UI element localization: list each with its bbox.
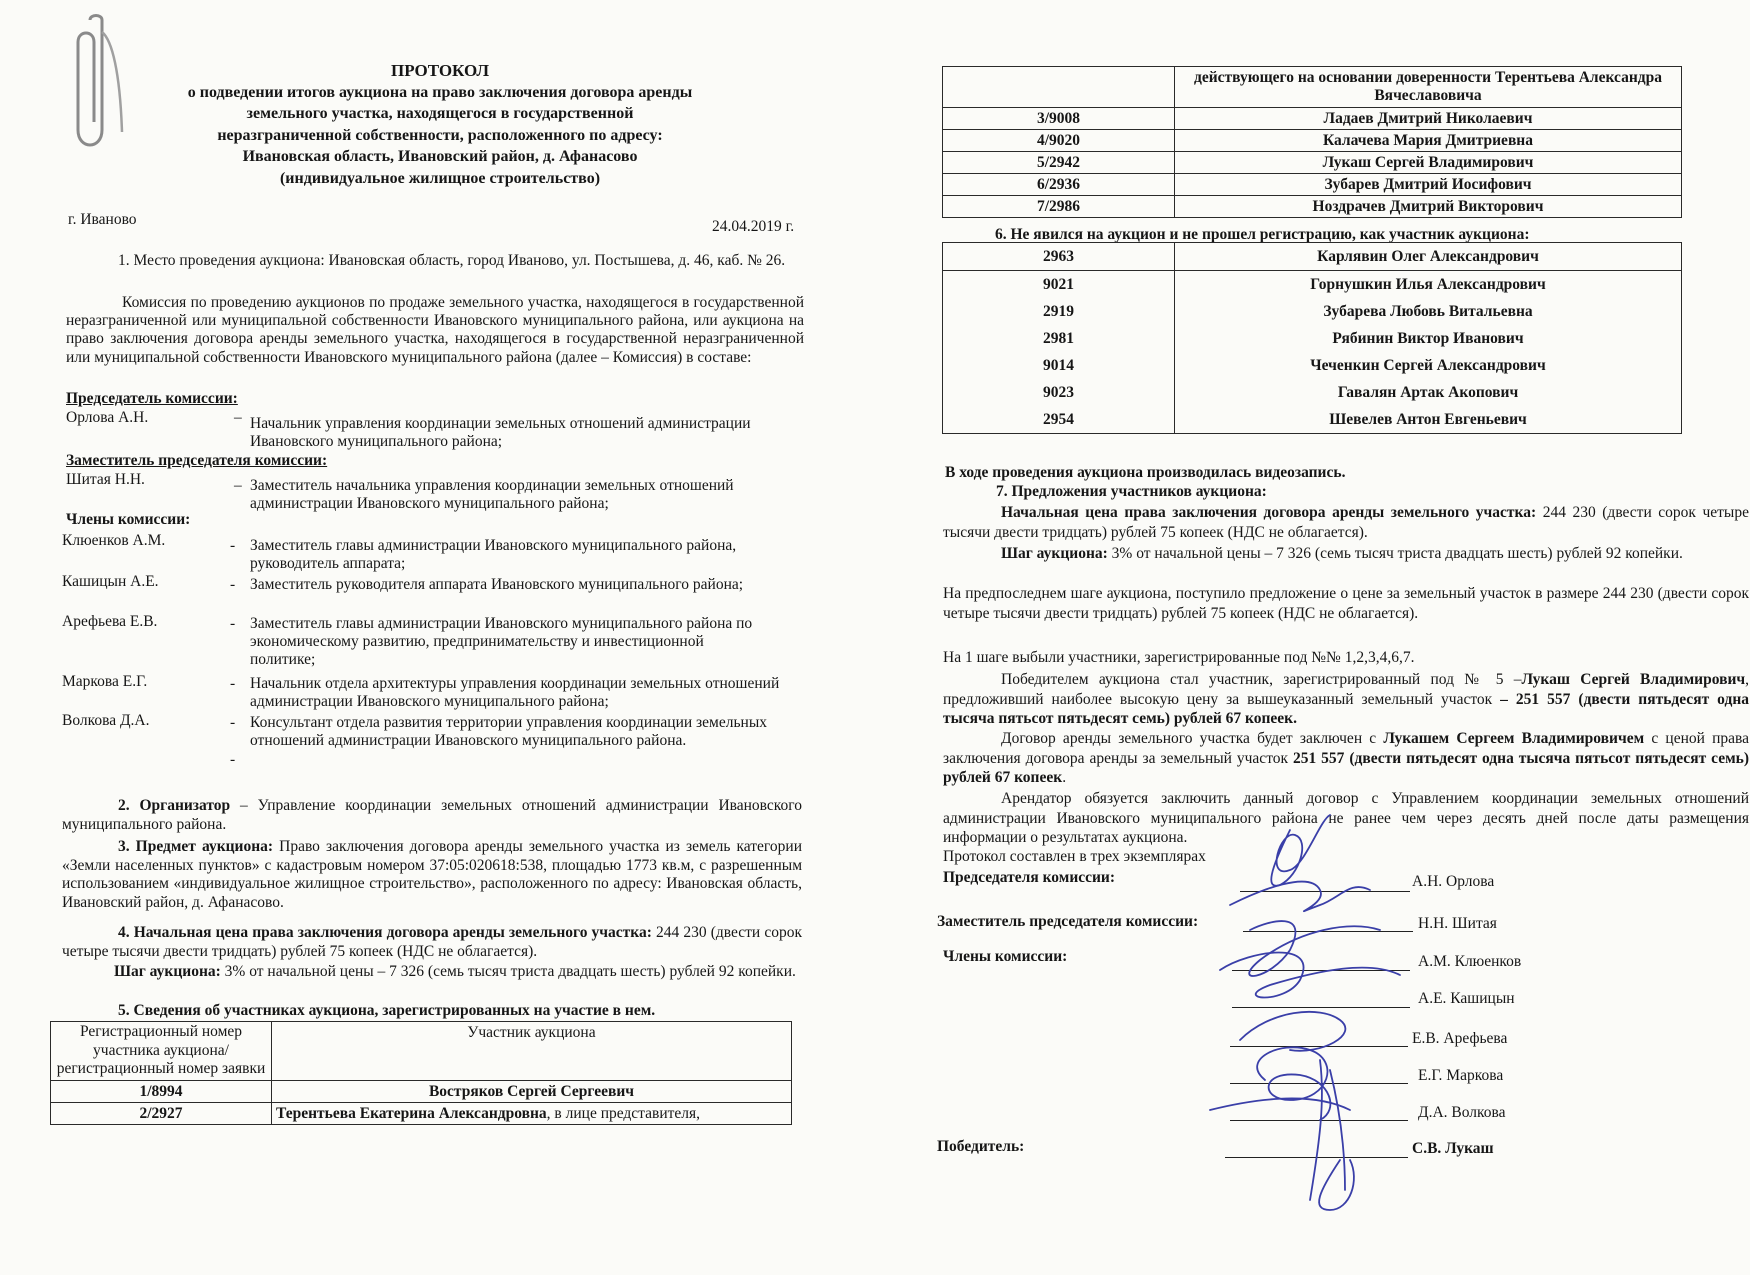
table-cell-number: 7/2986: [943, 196, 1175, 218]
member-dash: -: [230, 615, 236, 632]
chair-dash: –: [234, 409, 242, 426]
member-name: Кашицын А.Е.: [62, 573, 159, 590]
table-cell-name: Калачева Мария Дмитриевна: [1175, 130, 1682, 152]
table-header-cell: Регистрационный номер участника аукциона/ регистрационный номер заявки: [51, 1022, 272, 1081]
table-cell-number: 6/2936: [943, 174, 1175, 196]
table-cell-number: 3/9008: [943, 108, 1175, 130]
handwritten-signatures: [1170, 810, 1460, 1240]
member-name: Клюенков А.М.: [62, 532, 166, 549]
subject-label: 3. Предмет аукциона:: [118, 838, 274, 855]
signer-name: А.Н. Орлова: [1412, 873, 1495, 890]
title-line: о подведении итогов аукциона на право заключения договора аренды: [187, 83, 693, 101]
table-cell-number: 2954: [943, 406, 1175, 434]
winner-name: Лукаш Сергей Владимирович: [1521, 671, 1746, 688]
table-cell-name: Востряков Сергей Сергеевич: [272, 1080, 792, 1102]
table-cell-name: Зубарева Любовь Витальевна: [1175, 298, 1682, 325]
document-date: 24.04.2019 г.: [712, 218, 795, 235]
table-cell-name: Ладаев Дмитрий Николаевич: [1175, 108, 1682, 130]
table-cell-number: 9014: [943, 352, 1175, 379]
table-row: [943, 196, 1682, 218]
winner-price: – 251 557 (двести пятьдесят одна тысяча пятьсот пятьдесят семь) рублей 67 копеек.: [943, 690, 1750, 727]
step-label: Шаг аукциона:: [114, 963, 221, 980]
subject-text: Право заключения договора аренды земельного участка из земель категории «Земли населенных пунктов» с кадастровым номером 37:05:020618:538, площадью 1773 кв.м, с разрешенным использованием «индивидуальное жилищное строительство», расположенного по адресу: Ивановская область, Ивановский район, д. Афанасово.: [62, 838, 802, 911]
paragraph-commission: Комиссия по проведению аукционов по продаже земельного участка, находящегося в государственной неразграниченной или муниципальной собственности Ивановского муниципального района, или аукциона на право заключения договора аренды земельного участка, находящегося в государственной неразграниченной или муниципальной собственности Ивановского муниципального района (далее – Комиссия) в составе:: [66, 294, 804, 366]
winner-text: Победителем аукциона стал участник, зарегистрированный под № 5 –: [1001, 671, 1522, 688]
member-name: Волкова Д.А.: [62, 712, 150, 729]
signer-name: А.М. Клюенков: [1418, 953, 1522, 970]
table-row: [943, 271, 1682, 299]
contract-text: .: [1062, 769, 1067, 786]
deputy-dash: –: [234, 477, 242, 494]
signer-name: Д.А. Волкова: [1418, 1104, 1506, 1121]
table-row: [51, 1102, 792, 1124]
paragraph-start-price: [62, 924, 802, 961]
member-dash: -: [230, 675, 236, 692]
table-row: [51, 1080, 792, 1102]
table-cell-name: Рябинин Виктор Иванович: [1175, 325, 1682, 352]
table-cell-name: Чеченкин Сергей Александрович: [1175, 352, 1682, 379]
table-row: [943, 406, 1682, 434]
step-text: 3% от начальной цены – 7 326 (семь тысяч триста двадцать шесть) рублей 92 копейки.: [220, 963, 796, 980]
contract-price: 251 557 (двести пятьдесят одна тысяча пятьсот пятьдесят семь) рублей 67 копеек: [943, 749, 1749, 786]
member-name: Маркова Е.Г.: [62, 673, 148, 690]
sign-label-deputy: Заместитель председателя комиссии:: [937, 913, 1199, 930]
step-text: 3% от начальной цены – 7 326 (семь тысяч триста двадцать шесть) рублей 92 копейки.: [1107, 545, 1683, 562]
paragraph-tenant: Арендатор обязуется заключить данный договор с Управлением координации земельных отношений администрации Ивановского муниципального района не ранее чем через десять дней после даты размещения информации о результатах аукциона.: [943, 790, 1749, 846]
copies-note: Протокол составлен в трех экземплярах: [943, 848, 1206, 865]
start-price-text: 244 230 (двести сорок четыре тысячи двести тридцать) рублей 75 копеек (НДС не облагается).: [943, 504, 1749, 541]
deputy-role: Заместитель начальника управления координации земельных отношений администрации Ивановского муниципального района;: [250, 477, 734, 512]
table-cell-name: Лукаш Сергей Владимирович: [1175, 152, 1682, 174]
table-cell-name: Карлявин Олег Александрович: [1175, 243, 1682, 271]
signer-name: Е.В. Арефьева: [1412, 1030, 1508, 1047]
document-title: [120, 60, 760, 189]
table-cell-number: 4/9020: [943, 130, 1175, 152]
title-line: Ивановская область, Ивановский район, д. Афанасово: [242, 148, 638, 165]
participants-table: [50, 1021, 792, 1125]
member-role: Заместитель руководителя аппарата Ивановского муниципального района;: [250, 576, 744, 593]
paragraph-start-price: [943, 503, 1749, 542]
participant-suffix: , в лице представителя,: [546, 1104, 701, 1122]
table-cell-name: [272, 1102, 792, 1124]
chair-role: Начальник управления координации земельных отношений администрации Ивановского муниципального района;: [250, 415, 751, 450]
start-price-text: 244 230 (двести сорок четыре тысячи двести тридцать) рублей 75 копеек (НДС не облагается).: [62, 924, 802, 960]
start-price-label: Начальная цена права заключения договора аренды земельного участка:: [1001, 504, 1537, 521]
signer-name: С.В. Лукаш: [1412, 1140, 1494, 1157]
member-dash: -: [230, 537, 236, 554]
chair-name: Орлова А.Н.: [66, 409, 149, 426]
table-cell-name: Гавалян Артак Акопович: [1175, 379, 1682, 406]
table-cell-name: Ноздрачев Дмитрий Викторович: [1175, 196, 1682, 218]
signer-name: Н.Н. Шитая: [1418, 915, 1497, 932]
table-cell-name: Шевелев Антон Евгеньевич: [1175, 406, 1682, 434]
members-heading: Члены комиссии:: [66, 511, 191, 528]
participants-heading: 5. Сведения об участниках аукциона, зарегистрированных на участие в нем.: [118, 1002, 656, 1019]
member-dash: -: [230, 576, 236, 593]
paragraph-dropped: На 1 шаге выбыли участники, зарегистрированные под №№ 1,2,3,4,6,7.: [943, 649, 1415, 666]
table-cell-number: 5/2942: [943, 152, 1175, 174]
city: г. Иваново: [68, 211, 137, 228]
organizer-label: 2. Организатор: [118, 797, 231, 814]
offers-heading: 7. Предложения участников аукциона:: [996, 483, 1267, 500]
sign-label-winner: Победитель:: [937, 1138, 1025, 1155]
signer-name: Е.Г. Маркова: [1418, 1067, 1504, 1084]
table-row: [943, 243, 1682, 271]
paragraph-winner: [943, 670, 1749, 729]
table-header-row: [51, 1022, 792, 1081]
sign-label-chair: Председателя комиссии:: [943, 869, 1116, 886]
registered-continued-table: [942, 66, 1682, 218]
member-role: Заместитель главы администрации Ивановского муниципального района, руководитель аппарата;: [250, 537, 737, 572]
table-row: [943, 352, 1682, 379]
table-cell-name: Горнушкин Илья Александрович: [1175, 271, 1682, 299]
deputy-heading: Заместитель председателя комиссии:: [66, 452, 328, 469]
absent-table: [942, 242, 1682, 434]
table-cell-number: 2919: [943, 298, 1175, 325]
chair-heading: Председатель комиссии:: [66, 390, 238, 407]
member-role: Начальник отдела архитектуры управления координации земельных отношений администрации Ивановского муниципального района;: [250, 675, 780, 710]
table-cell-name: Зубарев Дмитрий Иосифович: [1175, 174, 1682, 196]
deputy-name: Шитая Н.Н.: [66, 471, 145, 488]
table-cell-number: 9021: [943, 271, 1175, 299]
member-name: Арефьева Е.В.: [62, 613, 158, 630]
table-header-cell: Участник аукциона: [272, 1022, 792, 1081]
step-label: Шаг аукциона:: [1001, 545, 1108, 562]
organizer-text: – Управление координации земельных отношений администрации Ивановского муниципального района.: [62, 797, 803, 833]
contract-tenant: Лукашем Сергеем Владимировичем: [1383, 730, 1645, 747]
table-row: [943, 298, 1682, 325]
table-cell-number: 2/2927: [51, 1102, 272, 1124]
member-role: Заместитель главы администрации Ивановского муниципального района по экономическому развитию, предпринимательству и инвестиционной политике;: [250, 615, 753, 668]
title-head: ПРОТОКОЛ: [390, 61, 489, 80]
video-note: В ходе проведения аукциона производилась видеозапись.: [945, 464, 1346, 481]
member-dash: -: [230, 714, 236, 731]
absent-heading: 6. Не явился на аукцион и не прошел регистрацию, как участник аукциона:: [995, 226, 1530, 243]
contract-text: с ценой права заключения договора аренды за земельный участок: [943, 730, 1750, 767]
table-row: [943, 379, 1682, 406]
table-row: [943, 67, 1682, 108]
table-row: [943, 325, 1682, 352]
start-price-label: 4. Начальная цена права заключения договора аренды земельного участка:: [118, 924, 652, 941]
table-cell-number: 2963: [943, 243, 1175, 271]
paragraph-step: [62, 963, 802, 982]
sign-label-members: Члены комиссии:: [943, 948, 1068, 965]
paragraph-organizer: [62, 797, 802, 834]
member-dash: -: [230, 751, 236, 768]
table-row: [943, 108, 1682, 130]
paragraph-subject: [62, 838, 802, 912]
contract-text: Договор аренды земельного участка будет заключен с: [1001, 730, 1384, 747]
paragraph-penultimate: На предпоследнем шаге аукциона, поступило предложение о цене за земельный участок в размере 244 230 (двести сорок четыре тысячи двести тридцать) рублей 75 копеек (НДС не облагается).: [943, 585, 1749, 622]
table-cell-number: 2981: [943, 325, 1175, 352]
paragraph-contract: [943, 729, 1749, 788]
table-row: [943, 152, 1682, 174]
title-line: неразграниченной собственности, расположенного по адресу:: [217, 126, 663, 144]
signer-name: А.Е. Кашицын: [1418, 990, 1515, 1007]
table-cell-number: 9023: [943, 379, 1175, 406]
table-row: [943, 130, 1682, 152]
title-line: (индивидуальное жилищное строительство): [279, 169, 601, 187]
paragraph-place: 1. Место проведения аукциона: Ивановская область, город Иваново, ул. Постышева, д. 46, каб. № 26.: [118, 252, 786, 269]
table-cell-number: [943, 67, 1175, 108]
table-row: [943, 174, 1682, 196]
title-line: земельного участка, находящегося в государственной: [246, 105, 634, 122]
member-role: Консультант отдела развития территории управления координации земельных отношений администрации Ивановского муниципального района.: [250, 714, 768, 749]
paragraph-step: [943, 544, 1749, 564]
table-cell-number: 1/8994: [51, 1080, 272, 1102]
winner-text: , предложивший наиболее высокую цену за вышеуказанный земельный участок: [943, 671, 1749, 708]
participant-name: Терентьева Екатерина Александровна: [276, 1104, 547, 1122]
table-cell-name: действующего на основании доверенности Терентьева Александра Вячеславовича: [1175, 67, 1682, 108]
